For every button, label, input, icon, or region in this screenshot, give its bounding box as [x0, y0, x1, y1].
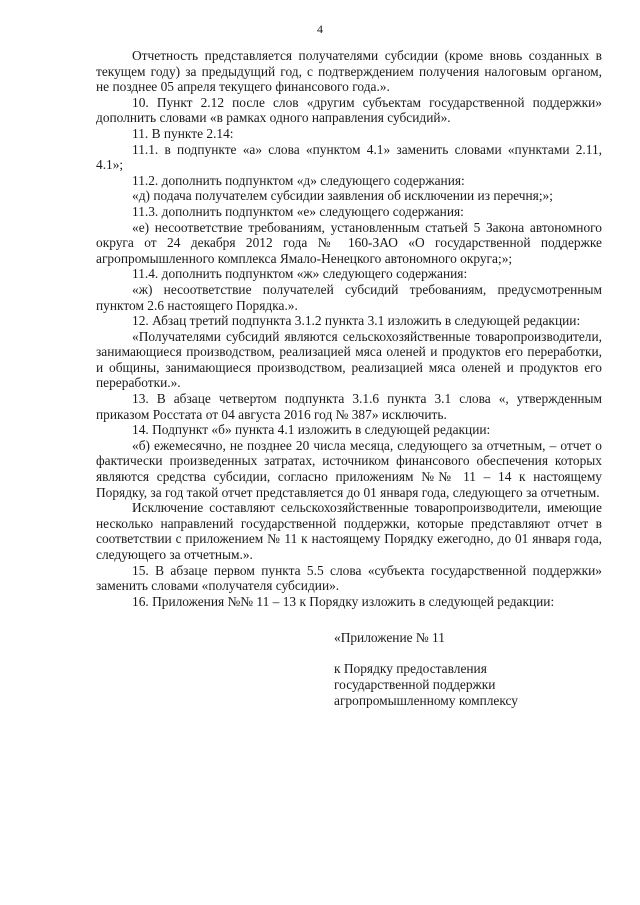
appendix-title: «Приложение № 11: [334, 630, 445, 645]
paragraph-item-11-3: 11.3. дополнить подпунктом «е» следующего содержания:: [132, 203, 464, 219]
paragraph-subitem-zh: «ж) несоответствие получателей субсидий требованиям, предусмотренным пунктом 2.6 настоящего Порядка.».: [96, 281, 602, 313]
appendix-line: государственной поддержки: [334, 677, 496, 692]
page-number: 4: [317, 22, 323, 36]
paragraph-item-16: 16. Приложения №№ 11 – 13 к Порядку изложить в следующей редакции:: [132, 593, 555, 609]
document-body: [96, 48, 602, 609]
paragraph-subitem-d: «д) подача получателем субсидии заявления об исключении из перечня;»;: [132, 188, 553, 204]
paragraph-item-14: 14. Подпункт «б» пункта 4.1 изложить в следующей редакции:: [132, 422, 491, 438]
paragraph-recipients: «Получателями субсидий являются сельскохозяйственные товаропроизводители, занимающиеся производством, реализацией мяса оленей и продуктов его переработки, и общины, занимающиеся производством, реализацией мяса оленей и продуктов его переработки.».: [96, 328, 602, 391]
paragraph-item-15: 15. В абзаце первом пункта 5.5 слова «субъекта государственной поддержки» заменить словами «получателя субсидии».: [96, 562, 602, 594]
paragraph-reporting: Отчетность представляется получателями субсидии (кроме вновь созданных в текущем году) за предыдущий год, с подтверждением получения налоговым органом, не позднее 05 апреля текущего финансового года.».: [96, 48, 602, 95]
paragraph-subitem-e: «е) несоответствие требованиям, установленным статьей 5 Закона автономного округа от 24 декабря 2012 года № 160-ЗАО «О государственной поддержке агропромышленного комплекса Ямало-Ненецкого автономного округа;»;: [96, 219, 602, 266]
paragraph-item-11: 11. В пункте 2.14:: [132, 125, 234, 141]
appendix-line: к Порядку предоставления: [334, 661, 487, 676]
paragraph-subitem-b: «б) ежемесячно, не позднее 20 числа месяца, следующего за отчетным, – отчет о фактически произведенных затратах, источником финансового обеспечения которых являются средства субсидии, согласно приложениям №№ 11 – 14 к настоящему Порядку, за год такой отчет представляется до 01 января года, следующего за отчетным.: [96, 437, 602, 500]
paragraph-item-11-2: 11.2. дополнить подпунктом «д» следующего содержания:: [132, 172, 465, 188]
appendix-line: агропромышленному комплексу: [334, 693, 518, 708]
paragraph-exception: Исключение составляют сельскохозяйственные товаропроизводители, имеющие несколько направлений государственной поддержки, которые представляют отчет в соответствии с приложением № 11 к настоящему Порядку ежегодно, до 01 января года, следующего за отчетным.».: [96, 500, 602, 562]
paragraph-item-13: 13. В абзаце четвертом подпункта 3.1.6 пункта 3.1 слова «, утвержденным приказом Росстата от 04 августа 2016 год № 387» исключить.: [96, 391, 602, 422]
paragraph-item-10: 10. Пункт 2.12 после слов «другим субъектам государственной поддержки» дополнить словами «в рамках одного направления субсидий».: [96, 94, 602, 126]
paragraph-item-11-4: 11.4. дополнить подпунктом «ж» следующего содержания:: [132, 266, 468, 282]
paragraph-item-11-1: 11.1. в подпункте «а» слова «пунктом 4.1» заменить словами «пунктами 2.11, 4.1»;: [96, 141, 602, 173]
paragraph-item-12: 12. Абзац третий подпункта 3.1.2 пункта 3.1 изложить в следующей редакции:: [132, 313, 581, 329]
